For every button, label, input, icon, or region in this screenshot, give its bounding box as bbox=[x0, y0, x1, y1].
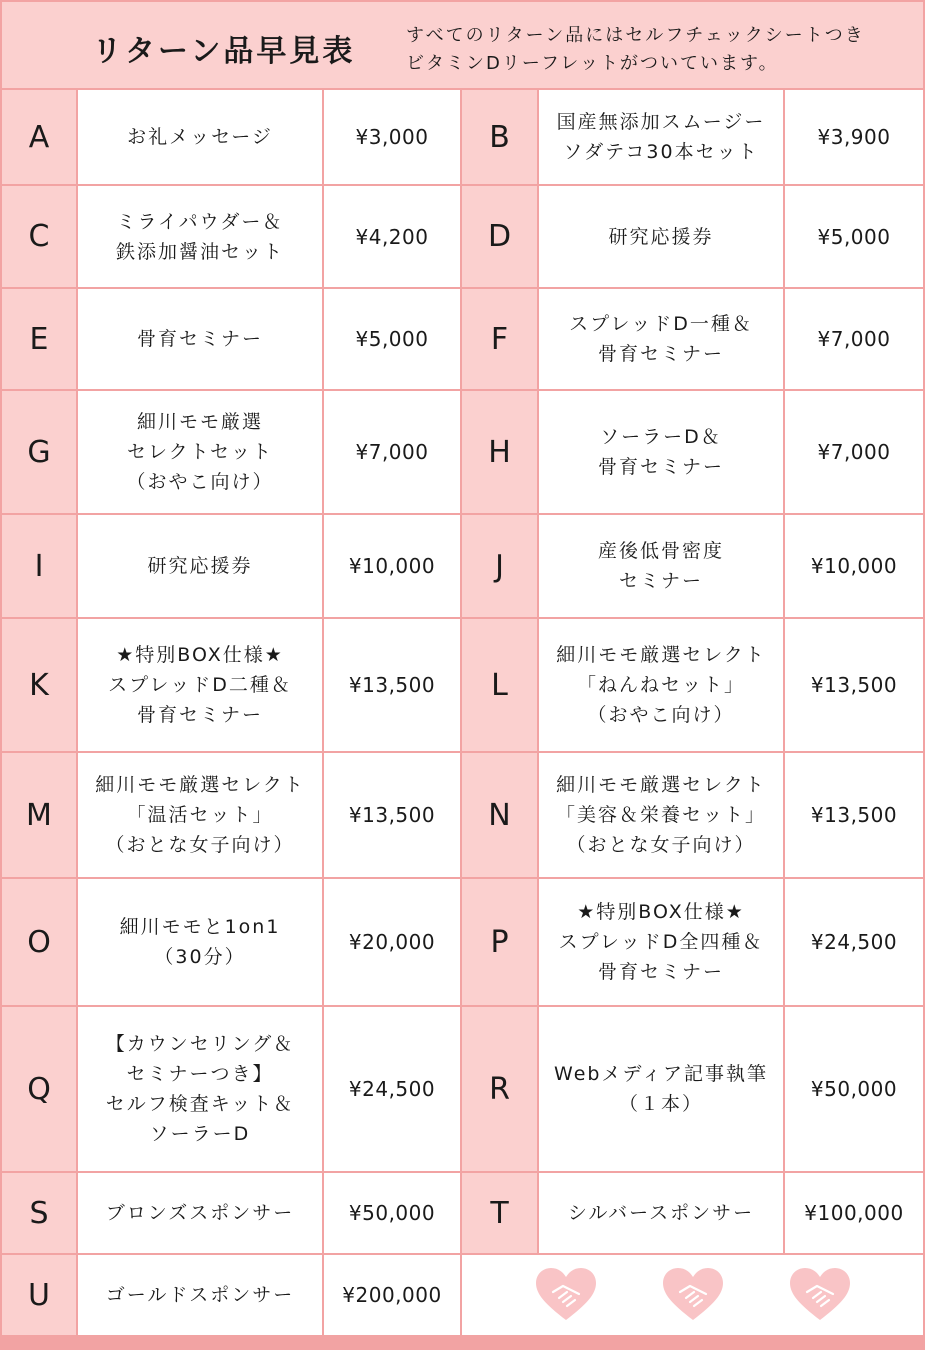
item-price: ¥3,900 bbox=[785, 90, 923, 186]
item-name: ★特別BOX仕様★ スプレッドD二種＆ 骨育セミナー bbox=[78, 619, 324, 753]
item-letter: G bbox=[2, 391, 78, 515]
item-letter: M bbox=[2, 753, 78, 879]
item-letter: B bbox=[462, 90, 539, 186]
item-letter: I bbox=[2, 515, 78, 619]
item-letter: R bbox=[462, 1007, 539, 1173]
item-price: ¥24,500 bbox=[324, 1007, 462, 1173]
item-price: ¥13,500 bbox=[785, 619, 923, 753]
item-name: ゴールドスポンサー bbox=[78, 1255, 324, 1337]
item-name: 骨育セミナー bbox=[78, 289, 324, 391]
item-price: ¥13,500 bbox=[785, 753, 923, 879]
item-name: スプレッドD一種＆ 骨育セミナー bbox=[539, 289, 785, 391]
item-name: 細川モモ厳選 セレクトセット （おやこ向け） bbox=[78, 391, 324, 515]
item-name: 細川モモと1on1 （30分） bbox=[78, 879, 324, 1007]
item-name: ミライパウダー＆ 鉄添加醤油セット bbox=[78, 186, 324, 289]
return-items-table bbox=[2, 90, 923, 1348]
item-letter: N bbox=[462, 753, 539, 879]
item-price: ¥13,500 bbox=[324, 619, 462, 753]
item-letter: Q bbox=[2, 1007, 78, 1173]
item-price: ¥50,000 bbox=[324, 1173, 462, 1255]
page-title: リターン品早見表 bbox=[92, 34, 356, 69]
header-note bbox=[406, 22, 865, 78]
item-price: ¥20,000 bbox=[324, 879, 462, 1007]
item-price: ¥100,000 bbox=[785, 1173, 923, 1255]
item-name: 研究応援券 bbox=[539, 186, 785, 289]
item-letter: O bbox=[2, 879, 78, 1007]
item-name: ブロンズスポンサー bbox=[78, 1173, 324, 1255]
item-price: ¥50,000 bbox=[785, 1007, 923, 1173]
item-letter: F bbox=[462, 289, 539, 391]
heart-handshake-icon bbox=[535, 1268, 597, 1322]
item-name: 細川モモ厳選セレクト 「美容＆栄養セット」 （おとな女子向け） bbox=[539, 753, 785, 879]
header bbox=[2, 2, 923, 90]
item-name: 研究応援券 bbox=[78, 515, 324, 619]
item-letter: A bbox=[2, 90, 78, 186]
item-letter: L bbox=[462, 619, 539, 753]
item-price: ¥4,200 bbox=[324, 186, 462, 289]
item-name: ★特別BOX仕様★ スプレッドD全四種＆ 骨育セミナー bbox=[539, 879, 785, 1007]
item-price: ¥5,000 bbox=[785, 186, 923, 289]
item-price: ¥3,000 bbox=[324, 90, 462, 186]
item-price: ¥10,000 bbox=[324, 515, 462, 619]
item-name: シルバースポンサー bbox=[539, 1173, 785, 1255]
item-letter: P bbox=[462, 879, 539, 1007]
item-letter: D bbox=[462, 186, 539, 289]
item-name: お礼メッセージ bbox=[78, 90, 324, 186]
item-name: 【カウンセリング＆ セミナーつき】 セルフ検査キット＆ ソーラーD bbox=[78, 1007, 324, 1173]
item-letter: H bbox=[462, 391, 539, 515]
item-letter: C bbox=[2, 186, 78, 289]
item-name: 細川モモ厳選セレクト 「温活セット」 （おとな女子向け） bbox=[78, 753, 324, 879]
header-note-line2: ビタミンDリーフレットがついています。 bbox=[406, 53, 779, 74]
item-price: ¥7,000 bbox=[785, 391, 923, 515]
item-price: ¥10,000 bbox=[785, 515, 923, 619]
item-price: ¥7,000 bbox=[324, 391, 462, 515]
heart-handshake-icon bbox=[789, 1268, 851, 1322]
item-letter: T bbox=[462, 1173, 539, 1255]
item-name: 産後低骨密度 セミナー bbox=[539, 515, 785, 619]
item-letter: J bbox=[462, 515, 539, 619]
item-price: ¥200,000 bbox=[324, 1255, 462, 1337]
item-price: ¥5,000 bbox=[324, 289, 462, 391]
item-price: ¥13,500 bbox=[324, 753, 462, 879]
item-name: 細川モモ厳選セレクト 「ねんねセット」 （おやこ向け） bbox=[539, 619, 785, 753]
item-name: Webメディア記事執筆 （１本） bbox=[539, 1007, 785, 1173]
item-price: ¥24,500 bbox=[785, 879, 923, 1007]
item-letter: E bbox=[2, 289, 78, 391]
item-letter: K bbox=[2, 619, 78, 753]
item-letter: S bbox=[2, 1173, 78, 1255]
item-name: 国産無添加スムージー ソダテコ30本セット bbox=[539, 90, 785, 186]
item-price: ¥7,000 bbox=[785, 289, 923, 391]
decorative-hearts bbox=[462, 1255, 923, 1337]
heart-handshake-icon bbox=[662, 1268, 724, 1322]
header-note-line1: すべてのリターン品にはセルフチェックシートつき bbox=[406, 25, 865, 46]
item-letter: U bbox=[2, 1255, 78, 1337]
item-name: ソーラーD＆ 骨育セミナー bbox=[539, 391, 785, 515]
